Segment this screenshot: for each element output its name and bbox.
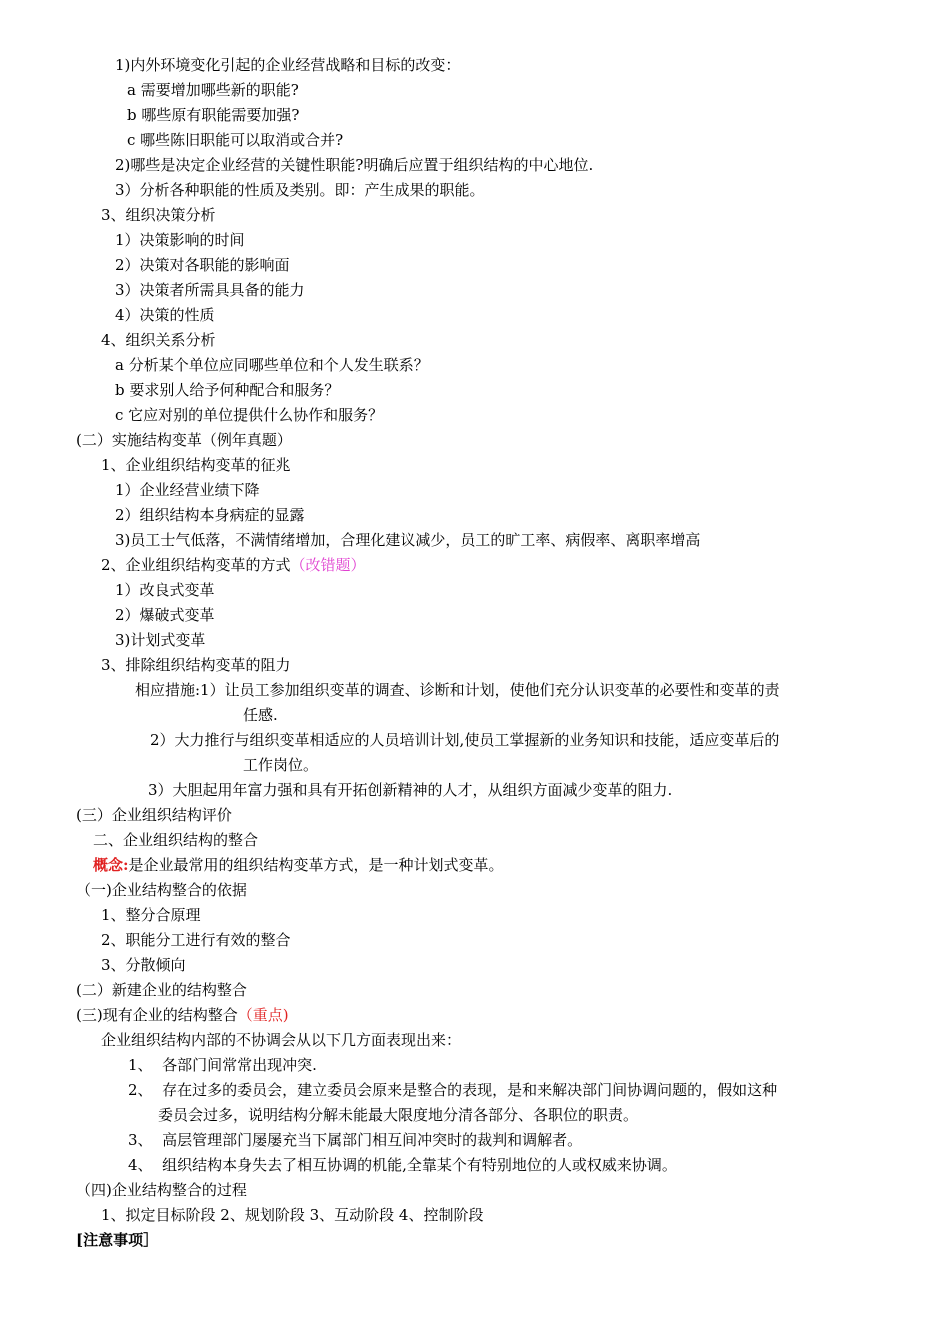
text-line: 3、分散倾向 [101, 956, 186, 974]
text-line: 工作岗位。 [243, 756, 319, 774]
section-heading: 3、组织决策分析 [101, 206, 216, 224]
section-heading: 3、排除组织结构变革的阻力 [101, 656, 291, 674]
section-heading: （四)企业结构整合的过程 [76, 1181, 247, 1199]
text-line: 3）分析各种职能的性质及类别。即：产生成果的职能。 [115, 181, 485, 199]
list-item: 4、 组织结构本身失去了相互协调的机能,全靠某个有特别地位的人或权威来协调。 [128, 1156, 677, 1174]
notes-heading: [注意事项］ [76, 1231, 159, 1249]
text-line: b 哪些原有职能需要加强? [127, 106, 300, 124]
list-item: 3、 高层管理部门屡屡充当下属部门相互间冲突时的裁判和调解者。 [128, 1131, 583, 1149]
text-line: a 分析某个单位应同哪些单位和个人发生联系？ [115, 356, 429, 374]
text-line: 2）决策对各职能的影响面 [115, 256, 290, 274]
text-line: 1、整分合原理 [101, 906, 201, 924]
text-line: 2）大力推行与组织变革相适应的人员培训计划,使员工掌握新的业务知识和技能，适应变革后的 [150, 731, 780, 749]
heading-text: 2、企业组织结构变革的方式 [101, 556, 291, 574]
section-heading [101, 555, 366, 575]
section-heading: (二）新建企业的结构整合 [76, 981, 247, 999]
text-line: 委员会过多，说明结构分解未能最大限度地分清各部分、各职位的职责。 [158, 1106, 639, 1124]
text-line: 3)计划式变革 [115, 631, 206, 649]
exam-tag: （改错题） [290, 556, 366, 574]
text-line: 2、职能分工进行有效的整合 [101, 931, 291, 949]
concept-line [93, 855, 504, 875]
section-heading: （一)企业结构整合的依据 [76, 881, 247, 899]
text-line: c 哪些陈旧职能可以取消或合并? [127, 131, 344, 149]
text-line: 相应措施:1）让员工参加组织变革的调查、诊断和计划，使他们充分认识变革的必要性和变革的责 [135, 681, 780, 699]
text-line: 1）改良式变革 [115, 581, 215, 599]
text-line: 1)内外环境变化引起的企业经营战略和目标的改变： [115, 56, 461, 74]
list-item: 1、 各部门间常常出现冲突. [128, 1056, 317, 1074]
list-item: 2、 存在过多的委员会，建立委员会原来是整合的表现，是和来解决部门间协调问题的，假如这种 [128, 1081, 778, 1099]
concept-text: 是企业最常用的组织结构变革方式，是一种计划式变革。 [128, 856, 504, 874]
text-line: 2）爆破式变革 [115, 606, 215, 624]
text-line: c 它应对别的单位提供什么协作和服务？ [115, 406, 384, 424]
text-line: 2）组织结构本身病症的显露 [115, 506, 305, 524]
text-line: 2)哪些是决定企业经营的关键性职能?明确后应置于组织结构的中心地位. [115, 156, 594, 174]
text-line: 3)员工士气低落，不满情绪增加，合理化建议减少，员工的旷工率、病假率、离职率增高 [115, 531, 701, 549]
text-line: 企业组织结构内部的不协调会从以下几方面表现出来： [101, 1031, 462, 1049]
text-line: 4）决策的性质 [115, 306, 215, 324]
section-heading: 4、组织关系分析 [101, 331, 216, 349]
section-heading: 1、企业组织结构变革的征兆 [101, 456, 291, 474]
section-heading: 二、企业组织结构的整合 [93, 831, 259, 849]
section-heading: (三）企业组织结构评价 [76, 806, 232, 824]
text-line: 3）决策者所需具具备的能力 [115, 281, 305, 299]
text-line: 1）决策影响的时间 [115, 231, 245, 249]
text-line: 3）大胆起用年富力强和具有开拓创新精神的人才，从组织方面减少变革的阻力. [148, 781, 673, 799]
text-line: a 需要增加哪些新的职能? [127, 81, 299, 99]
text-line: 任感. [243, 706, 278, 724]
heading-text: (三)现有企业的结构整合 [76, 1006, 238, 1024]
concept-label: 概念: [93, 856, 129, 874]
text-line: 1、拟定目标阶段 2、规划阶段 3、互动阶段 4、控制阶段 [101, 1206, 484, 1224]
section-heading: (二）实施结构变革（例年真题） [76, 431, 292, 449]
key-point-tag: （重点) [237, 1006, 289, 1024]
text-line: 1）企业经营业绩下降 [115, 481, 260, 499]
section-heading [76, 1005, 289, 1025]
text-line: b 要求别人给予何种配合和服务？ [115, 381, 340, 399]
